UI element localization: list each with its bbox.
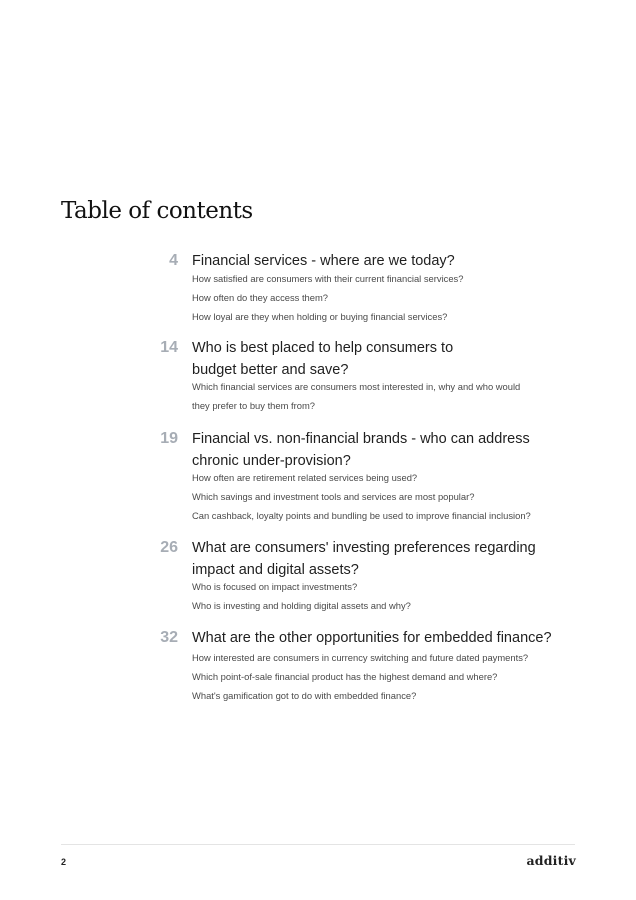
toc-subtopic: Who is focused on impact investments?: [192, 581, 358, 592]
toc-subtopic: How satisfied are consumers with their current financial services?: [192, 273, 464, 284]
toc-heading[interactable]: What are the other opportunities for embedded finance?: [192, 630, 552, 646]
toc-subtopics: [192, 269, 602, 326]
toc-subtopic: How often do they access them?: [192, 292, 329, 303]
toc-page-number[interactable]: 14: [160, 339, 178, 356]
toc-subtopic: Who is investing and holding digital assets and why?: [192, 600, 411, 611]
toc-subtopic: How often are retirement related services being used?: [192, 472, 418, 483]
toc-subtopic: Can cashback, loyalty points and bundling be used to improve financial inclusion?: [192, 510, 531, 521]
brand-logo: additiv: [526, 853, 576, 868]
toc-subtopic: How loyal are they when holding or buying financial services?: [192, 311, 448, 322]
toc-subtopic: Which point-of-sale financial product has the highest demand and where?: [192, 671, 498, 682]
toc-page-number[interactable]: 32: [160, 629, 178, 646]
toc-page-number[interactable]: 26: [160, 539, 178, 556]
toc-heading[interactable]: Financial vs. non-financial brands - who can address chronic under-provision?: [192, 431, 530, 469]
toc-page-number[interactable]: 19: [160, 430, 178, 447]
footer-divider: [61, 844, 575, 845]
toc-subtopic: Which financial services are consumers most interested in, why and who would: [192, 381, 521, 392]
toc-subtopics: [192, 648, 602, 705]
toc-subtopic: they prefer to buy them from?: [192, 400, 315, 411]
toc-heading[interactable]: Who is best placed to help consumers to budget better and save?: [192, 340, 454, 378]
toc-subtopic: How interested are consumers in currency switching and future dated payments?: [192, 652, 529, 663]
toc-heading[interactable]: What are consumers' investing preferences regarding impact and digital assets?: [192, 540, 536, 578]
toc-subtopic: What's gamification got to do with embedded finance?: [192, 690, 417, 701]
toc-page-number[interactable]: 4: [169, 252, 178, 269]
page-title: Table of contents: [61, 198, 253, 224]
toc-subtopics: [192, 377, 602, 415]
toc-heading[interactable]: Financial services - where are we today?: [192, 253, 455, 269]
page-number: 2: [61, 857, 67, 867]
toc-subtopics: [192, 577, 602, 615]
toc-subtopics: [192, 468, 602, 525]
toc-subtopic: Which savings and investment tools and services are most popular?: [192, 491, 475, 502]
